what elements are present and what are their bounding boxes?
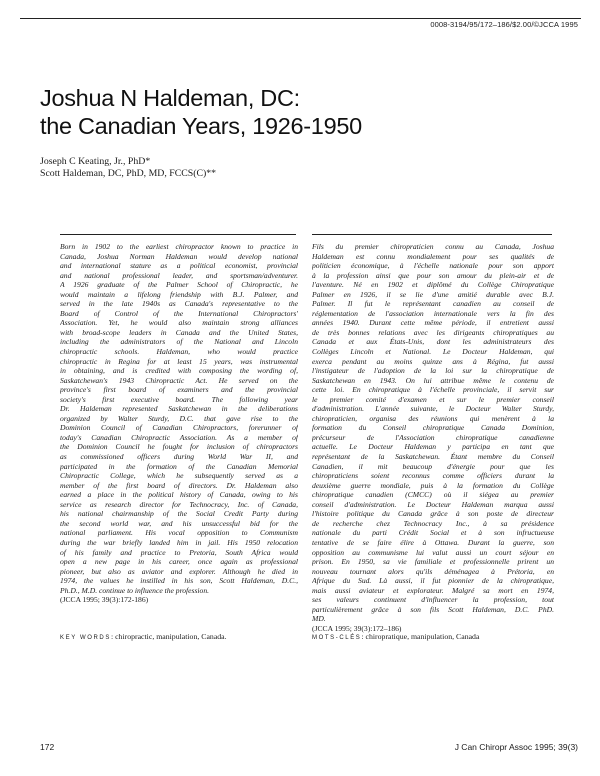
abstract-fr-line: prison. En 1950, sa vie familiale et professionnelle prirent un xyxy=(312,557,554,567)
abstract-en-line: national parliament. His vocal opposition to Communism xyxy=(60,528,298,538)
abstract-en-line: organized by Walter Sturdy, D.C. that gave rise to the xyxy=(60,413,298,423)
abstract-fr-line: le premier comité d'examen et sur le premier conseil xyxy=(312,394,554,404)
abstract-fr-line: particulièrement grâce à son fils Scott Haldeman, D.C. PhD. xyxy=(312,604,554,614)
abstract-fr-line: de recherche chez Technocracy Inc., à sa présidence xyxy=(312,518,554,528)
abstract-en-line: earned a place in the political history of Canada, owing to his xyxy=(60,490,298,500)
abstract-fr-line: chiropraticien, organisa des réunions qui menèrent à la xyxy=(312,413,554,423)
keywords-text: : chiropractic, manipulation, Canada. xyxy=(110,632,227,641)
abstract-en-line: of his family and practice to Pretoria, South Africa would xyxy=(60,547,298,557)
abstract-en-line: Born in 1902 to the earliest chiropractor known to practice in xyxy=(60,242,298,251)
page-number: 172 xyxy=(40,742,55,752)
abstract-en-line: society's first executive board. The following year xyxy=(60,394,298,404)
abstract-en-line: A 1926 graduate of the Palmer School of Chiropractic, he xyxy=(60,280,298,290)
abstract-fr-line: de très bonnes relations avec les dirigeants chiropratiques au xyxy=(312,327,554,337)
abstract-fr-line: actuelle. Le Docteur Haldeman y participa en tant que xyxy=(312,442,554,452)
abstract-en-line: as commissioned officers during World War II, and xyxy=(60,452,298,462)
abstract-fr-line: Canadien, il mit beaucoup d'énergie pour que les xyxy=(312,461,554,471)
abstract-fr-line: Palmer. Il fut le représentant canadien au conseil de xyxy=(312,299,554,309)
mots-cles-label: MOTS-CLÉS xyxy=(312,635,362,641)
title-line-1: Joshua N Haldeman, DC: xyxy=(40,85,300,111)
abstract-en-line: would maintain a lifelong friendship with B.J. Palmer, and xyxy=(60,289,298,299)
abstract-en-line: member of the first board of directors. Dr. Haldeman also xyxy=(60,480,298,490)
abstract-fr-line: mais aussi aviateur et explorateur. Malgré sa mort en 1974, xyxy=(312,585,554,595)
abstract-en-line: his national chairmanship of the Social Credit Party during xyxy=(60,509,298,519)
abstract-en-line: chiropractic in Regina for at least 15 years, was instrumental xyxy=(60,356,298,366)
abstract-fr-line: réglementation de l'association internationale vers la fin des xyxy=(312,308,554,318)
abstract-en-line: province's first board of examiners and the provincial xyxy=(60,385,298,395)
abstract-fr-line: l'aventure. Né en 1902 et diplômé du Collège Chiropratique xyxy=(312,280,554,290)
abstract-en-line: Ph.D., M.D. continue to influence the profession. xyxy=(60,585,210,595)
abstract-fr-line: représentant de la Saskatchewan. Étant membre du Conseil xyxy=(312,452,554,462)
abstract-french xyxy=(312,242,554,633)
abstract-en-line: Association. Yet, he would also maintain strong alliances xyxy=(60,318,298,328)
abstract-fr-line: exerca pendant au moins quinze ans à Régina, fut aussi xyxy=(312,356,554,366)
abstract-fr-line: opposition au communisme lui valut aussi un court séjour en xyxy=(312,547,554,557)
abstract-en-line: Board of Control of the International Chiropractors' xyxy=(60,308,298,318)
mots-cles-text: : chiropratique, manipulation, Canada xyxy=(361,632,480,641)
abstract-fr-line: ses valeurs continuent d'influencer la profession, tout xyxy=(312,595,554,605)
abstract-en-line: including the administrators of the National and Lincoln xyxy=(60,337,298,347)
abstract-fr-line: Saskatchewan en 1943. On lui attribue même le contenu de xyxy=(312,375,554,385)
abstract-fr-line: Afrique du Sud. Là aussi, il fut pionnier de la chiropratique, xyxy=(312,576,554,586)
abstract-fr-line: l'instigateur de l'adoption de la loi sur la chiropratique de xyxy=(312,366,554,376)
abstract-english xyxy=(60,242,298,605)
abstract-fr-line: nouveau tournant alors qu'ils déménagea à Prétoria, en xyxy=(312,566,554,576)
abstract-fr-line: d'administration. L'année suivante, le Docteur Walter Sturdy, xyxy=(312,404,554,414)
abstract-fr-line: tentative de se faire élire à Ottawa. Durant la guerre, son xyxy=(312,537,554,547)
abstract-en-line: with broad-scope leaders in Canada and the United States, xyxy=(60,327,298,337)
abstract-en-line: and national professional leader, and sportsman/adventurer. xyxy=(60,270,298,280)
keywords-english xyxy=(60,632,227,641)
abstract-en-line: served in the late 1940s as Canada's representative to the xyxy=(60,299,298,309)
abstract-fr-line: Fils du premier chiropraticien connu au Canada, Joshua xyxy=(312,242,554,251)
abstract-fr-line: conseil d'administration. Le Docteur Haldeman marqua aussi xyxy=(312,499,554,509)
abstract-en-line: open a new page in his career, once again as professional xyxy=(60,557,298,567)
abstract-fr-line: cette loi. En chiropratique à l'échelle provinciale, il servit sur xyxy=(312,385,554,395)
abstract-fr-line: années 1940. Durant cette même période, il entretient aussi xyxy=(312,318,554,328)
abstract-fr-line: l'histoire politique du Canada grâce à son poste de directeur xyxy=(312,509,554,519)
abstract-en-line: during the war briefly landed him in jail. His 1950 relocation xyxy=(60,537,298,547)
top-rule xyxy=(20,18,581,19)
abstract-fr-line: précurseur de l'Association chiropratique canadienne xyxy=(312,432,554,442)
abstract-fr-line: Palmer en 1926, il se lie d'une amitié durable avec B.J. xyxy=(312,289,554,299)
abstract-en-rule xyxy=(60,234,296,235)
abstract-fr-line: MD. xyxy=(312,614,326,624)
abstract-fr-line: nationale du parti Crédit Social et à son infructueuse xyxy=(312,528,554,538)
keywords-french xyxy=(312,632,479,641)
abstract-fr-line: politicien économique, à l'échelle nationale pour son apport xyxy=(312,261,554,271)
keywords-label: KEY WORDS xyxy=(60,635,111,641)
abstract-fr-line: à la profession ainsi que pour son amour du plein-air et de xyxy=(312,270,554,280)
author-1: Joseph C Keating, Jr., PhD* xyxy=(40,156,151,167)
title-line-2: the Canadian Years, 1926-1950 xyxy=(40,113,362,139)
abstract-fr-line: deuxième guerre mondiale, puis à la formation du Collège xyxy=(312,480,554,490)
abstract-en-line: Dr. Haldeman represented Saskatchewan in the deliberations xyxy=(60,404,298,414)
abstract-en-line: the Dominion Council he fought for inclusion of chiropractors xyxy=(60,442,298,452)
abstract-en-line: Saskatchewan's 1943 Chiropractic Act. He served on the xyxy=(60,375,298,385)
abstract-en-line: service as research director for Technocracy, Inc. of Canada, xyxy=(60,499,298,509)
document-code: 0008-3194/95/172–186/$2.00/©JCCA 1995 xyxy=(430,20,578,29)
abstract-fr-line: chiropratique canadien (CMCC) où il siégea au premier xyxy=(312,490,554,500)
abstract-en-line: in obtaining, and is credited with composing the wording of, xyxy=(60,366,298,376)
abstract-en-line: today's Canadian Chiropractic Association. As a member of xyxy=(60,432,298,442)
abstract-en-line: pioneer, but also as aviator and explorer. Although he died in xyxy=(60,566,298,576)
abstract-fr-rule xyxy=(312,234,552,235)
abstract-en-citation: (JCCA 1995; 39(3):172-186) xyxy=(60,595,149,605)
abstract-fr-line: Collèges Lincoln et National. Le Docteur Haldeman, qui xyxy=(312,347,554,357)
abstract-en-line: chiropractic schools. Haldeman, who would practice xyxy=(60,347,298,357)
abstract-en-line: Chiropractic College, which he subsequently served as a xyxy=(60,471,298,481)
journal-citation: J Can Chiropr Assoc 1995; 39(3) xyxy=(454,742,578,752)
article-title xyxy=(40,84,362,140)
abstract-fr-line: Haldeman est connu mondialement pour ses qualités de xyxy=(312,251,554,261)
abstract-fr-line: Canada et aux États-Unis, dont les administrateurs des xyxy=(312,337,554,347)
abstract-en-line: Dominion Council of Canadian Chiropractors, forerunner of xyxy=(60,423,298,433)
abstract-fr-citation: (JCCA 1995; 39(3):172–186) xyxy=(312,623,402,633)
abstract-en-line: participated in the formation of the Canadian Memorial xyxy=(60,461,298,471)
abstract-en-line: 1974, the values he instilled in his son, Scott Haldeman, D.C., xyxy=(60,576,298,586)
abstract-en-line: the second world war, and his unsuccessful bid for the xyxy=(60,518,298,528)
abstract-en-line: Canada, Joshua Norman Haldeman would develop national xyxy=(60,251,298,261)
author-2: Scott Haldeman, DC, PhD, MD, FCCS(C)** xyxy=(40,168,217,179)
abstract-en-line: and international stature as a political economist, provincial xyxy=(60,261,298,271)
abstract-fr-line: formation du Conseil chiropratique Canada Dominion, xyxy=(312,423,554,433)
abstract-fr-line: chiropraticiens soient reconnus comme officiers durant la xyxy=(312,471,554,481)
